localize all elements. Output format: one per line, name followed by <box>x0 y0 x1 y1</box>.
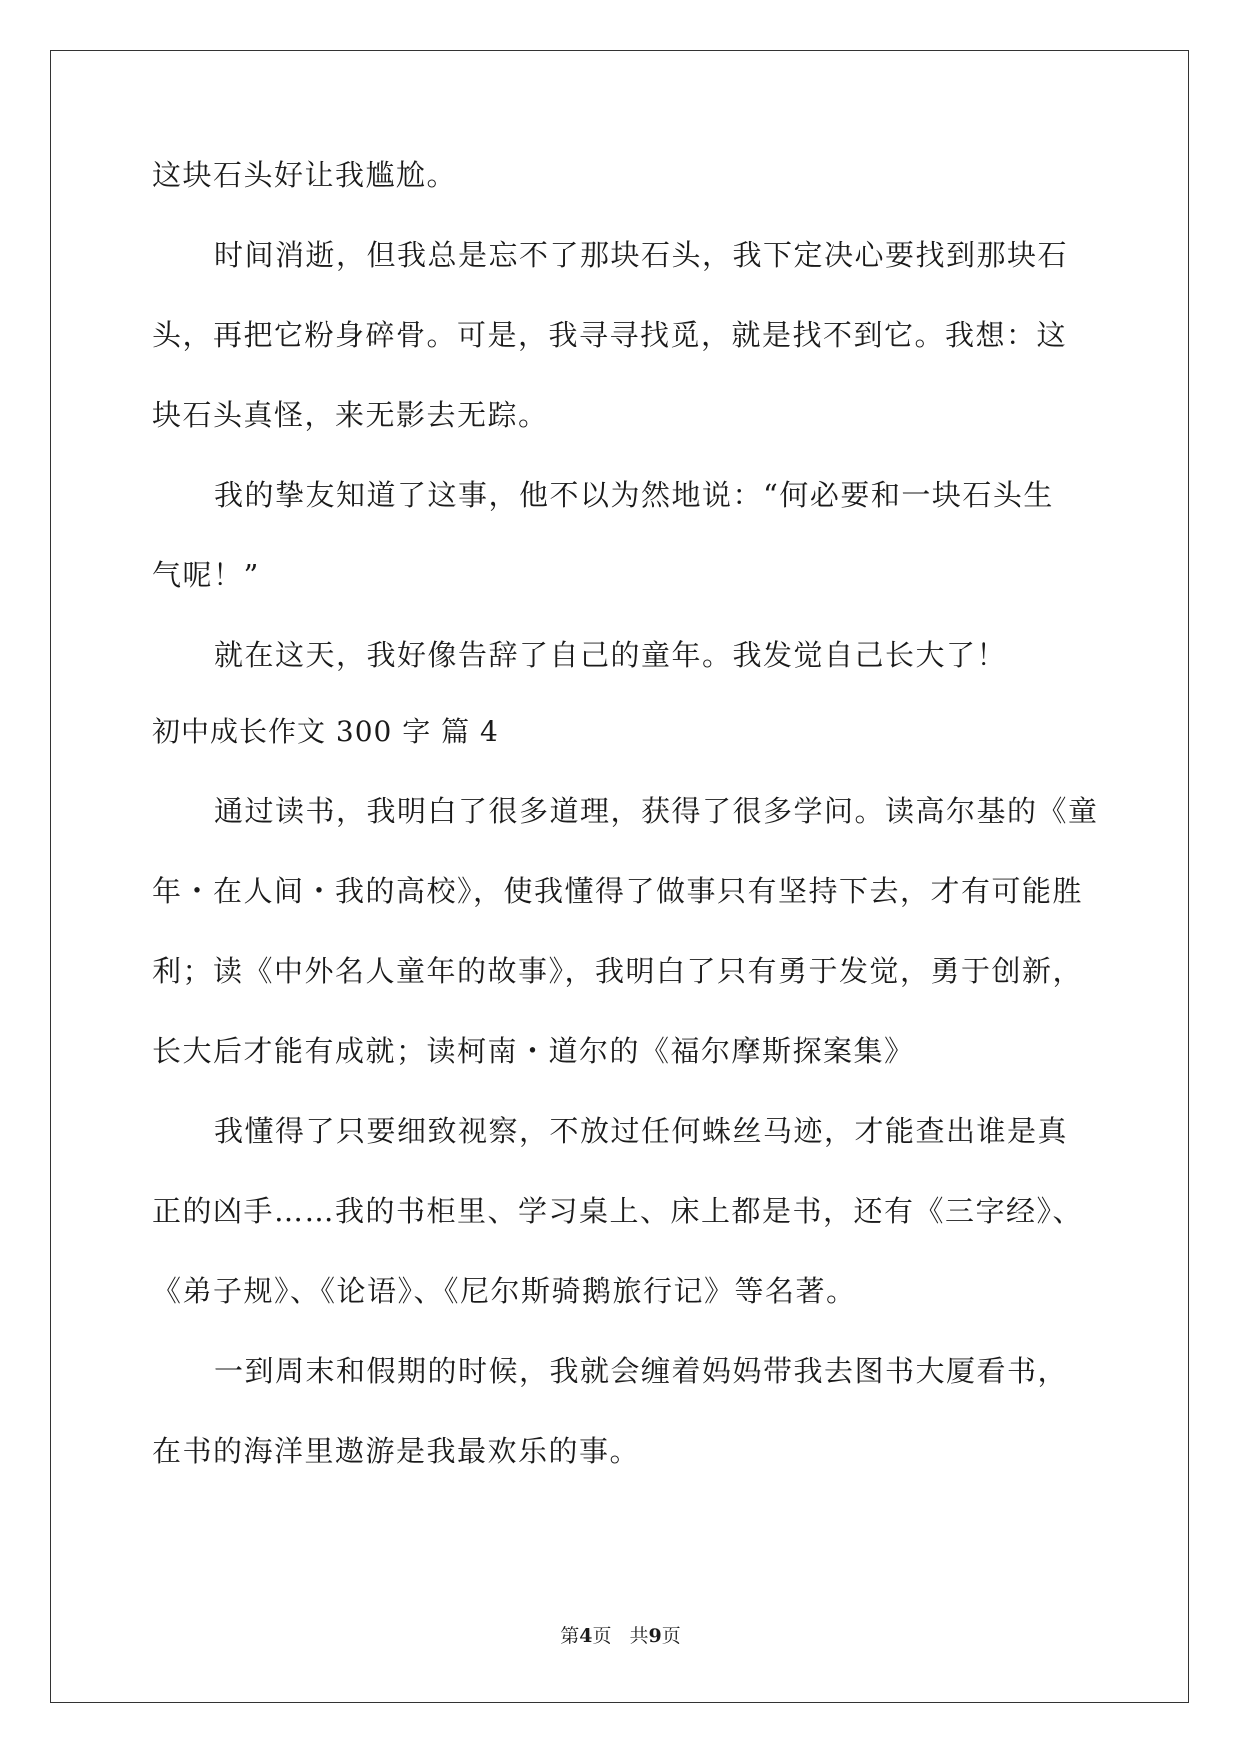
paragraph-line: 通过读书，我明白了很多道理，获得了很多学问。读高尔基的《童 <box>214 794 1099 828</box>
paragraph-line: 年・在人间・我的高校》，使我懂得了做事只有坚持下去，才有可能胜 <box>152 874 1084 908</box>
total-prefix: 共 <box>629 1625 649 1647</box>
paragraph-line: 利；读《中外名人童年的故事》，我明白了只有勇于发觉，勇于创新， <box>152 954 1084 988</box>
paragraph-line: 气呢！” <box>152 558 260 592</box>
page-unit: 页 <box>592 1625 612 1647</box>
current-page-number: 4 <box>579 1625 593 1647</box>
paragraph-line: 时间消逝，但我总是忘不了那块石头，我下定决心要找到那块石 <box>214 238 1069 272</box>
total-page-number: 9 <box>648 1625 662 1647</box>
paragraph-line: 块石头真怪，来无影去无踪。 <box>152 398 549 432</box>
paragraph-line: 我懂得了只要细致视察，不放过任何蛛丝马迹，才能查出谁是真 <box>214 1114 1069 1148</box>
paragraph-line: 头，再把它粉身碎骨。可是，我寻寻找觅，就是找不到它。我想：这 <box>152 318 1068 352</box>
paragraph-line: 在书的海洋里遨游是我最欢乐的事。 <box>152 1434 641 1468</box>
paragraph-line: 正的凶手……我的书柜里、学习桌上、床上都是书，还有《三字经》、 <box>152 1194 1084 1228</box>
page-prefix: 第 <box>560 1625 580 1647</box>
paragraph-line: 《弟子规》、《论语》、《尼尔斯骑鹅旅行记》等名著。 <box>152 1274 857 1308</box>
section-heading: 初中成长作文 300 字 篇 4 <box>152 715 499 748</box>
total-unit: 页 <box>661 1625 681 1647</box>
paragraph-line: 就在这天，我好像告辞了自己的童年。我发觉自己长大了！ <box>214 638 1008 672</box>
paragraph-line: 这块石头好让我尴尬。 <box>152 158 458 192</box>
paragraph-line: 一到周末和假期的时候，我就会缠着妈妈带我去图书大厦看书， <box>214 1354 1069 1388</box>
paragraph-line: 我的挚友知道了这事，他不以为然地说：“何必要和一块石头生 <box>214 478 1054 512</box>
paragraph-line: 长大后才能有成就；读柯南・道尔的《福尔摩斯探案集》 <box>152 1034 915 1068</box>
page-footer <box>0 1623 1241 1649</box>
